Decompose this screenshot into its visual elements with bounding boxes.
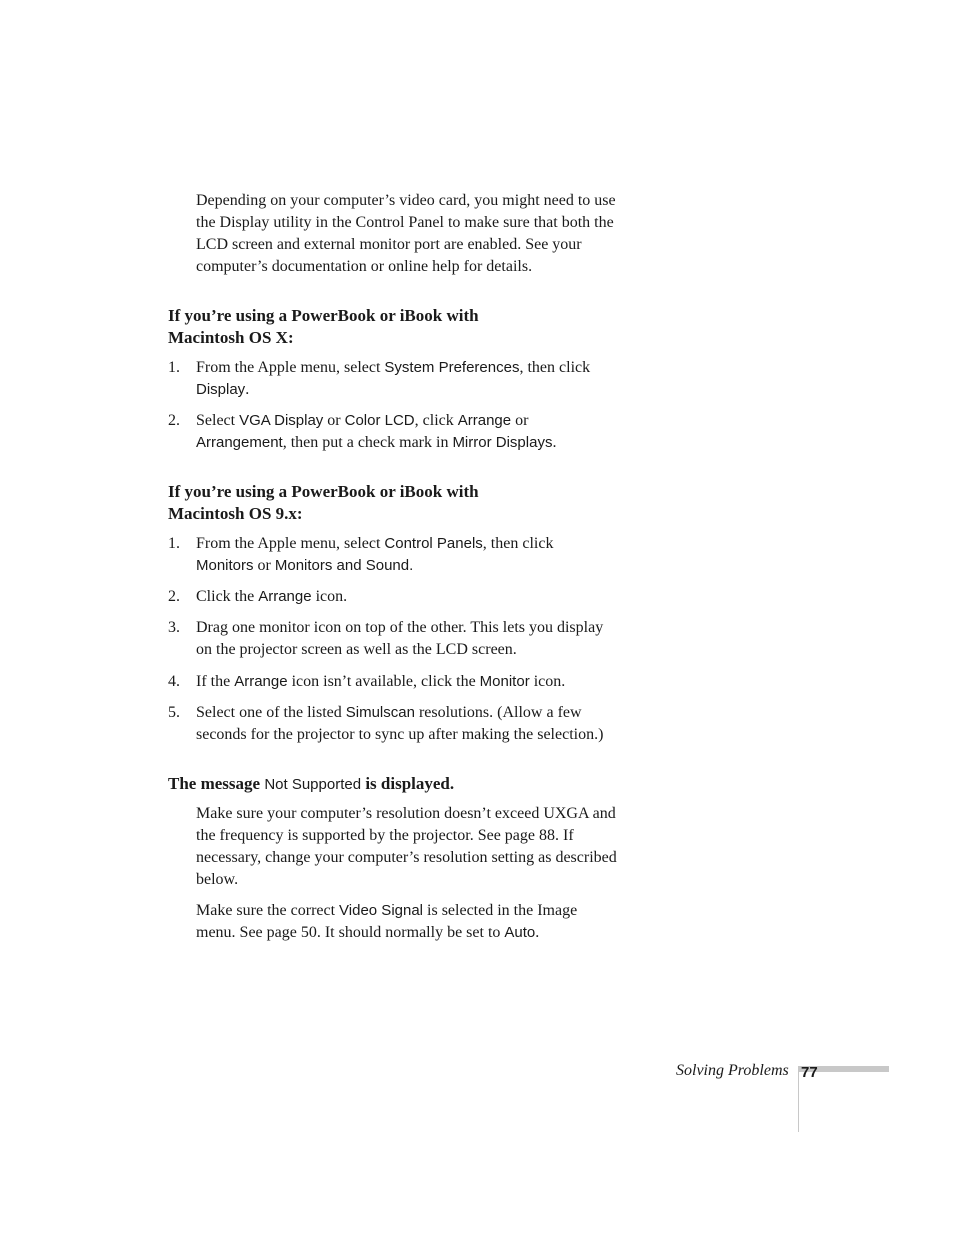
message-heading: The message Not Supported is displayed.: [168, 774, 455, 793]
message-paragraph-1: Make sure your computer’s resolution doesn’t exceed UXGA and the frequency is supported by the projector. See page 88. If necessary, change your computer’s resolution setting as described below.: [196, 805, 617, 888]
intro-line-1: Depending on your computer’s video card, you might need to use: [196, 192, 616, 209]
footer-section-title: Solving Problems: [676, 1062, 789, 1079]
osx-heading: If you’re using a PowerBook or iBook with Macintosh OS X:: [168, 306, 479, 347]
intro-line-3: LCD screen and external monitor port are enabled. See your: [196, 236, 582, 253]
intro-line-2: the Display utility in the Control Panel to make sure that both the: [196, 214, 614, 231]
message-paragraph-2: Make sure the correct Video Signal is selected in the Image menu. See page 50. It should normally be set to Auto.: [196, 902, 578, 941]
os9-heading: If you’re using a PowerBook or iBook with Macintosh OS 9.x:: [168, 482, 479, 523]
page-number: 77: [801, 1064, 818, 1081]
intro-line-4: computer’s documentation or online help for details.: [196, 258, 533, 275]
intro-paragraph: [196, 190, 636, 278]
footer-divider: [798, 1066, 799, 1132]
